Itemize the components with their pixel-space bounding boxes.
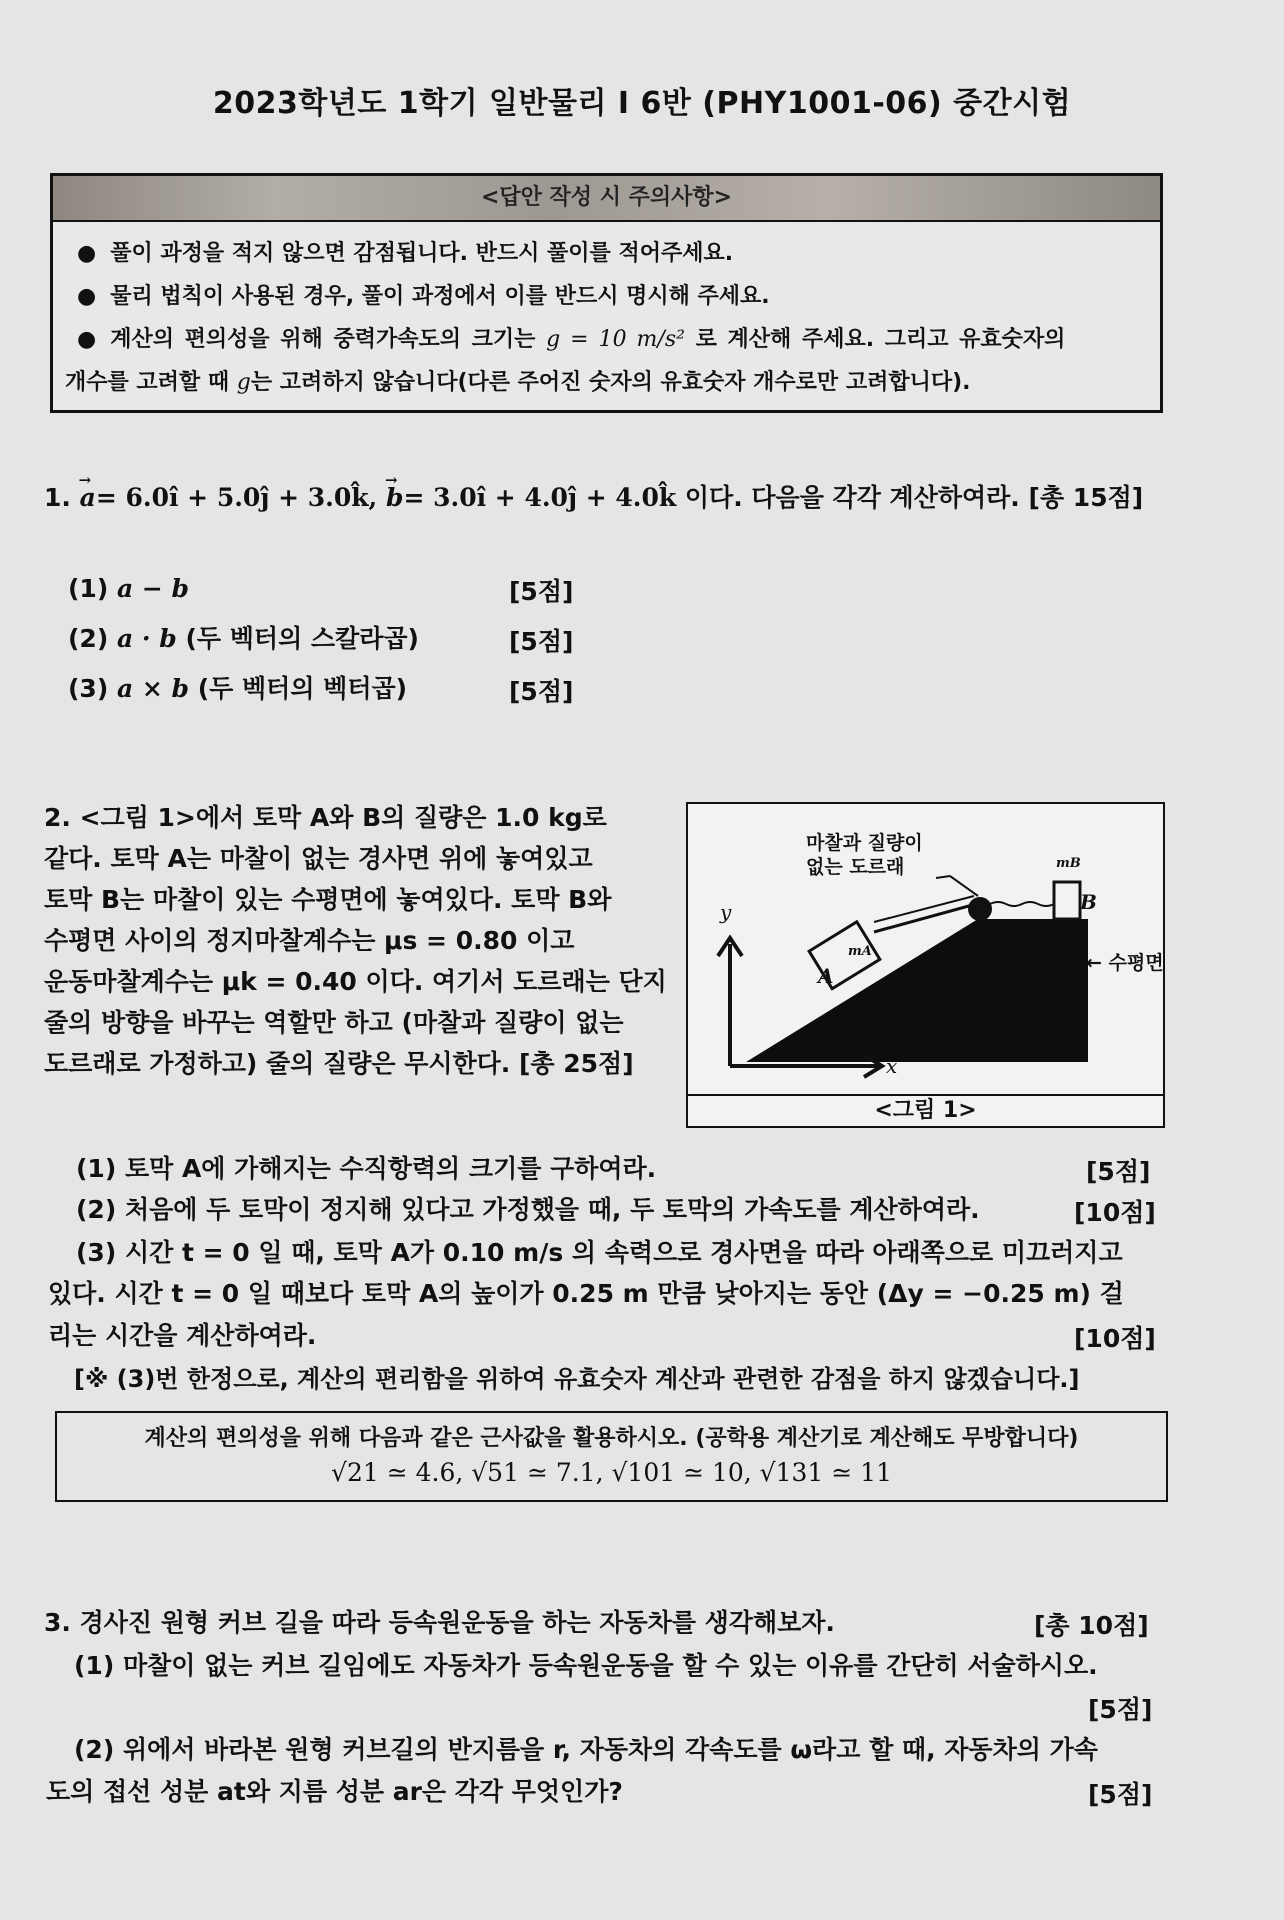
q1-sub1-points: [5점] <box>509 577 574 606</box>
q3-sub2-line2: 도의 접선 성분 at와 지름 성분 ar은 각각 무엇인가? <box>46 1777 623 1806</box>
notice-text-3b: 로 계산해 주세요. 그리고 유효숫자의 <box>695 327 1066 352</box>
notice-text-3a: 계산의 편의성을 위해 중력가속도의 크기는 <box>110 327 536 352</box>
gravity-value: g = 10 m/s² <box>546 327 685 352</box>
q2-sub3-line3: 리는 시간을 계산하여라. <box>48 1321 317 1350</box>
vector-b-components: = 3.0î + 4.0ĵ + 4.0k̂ <box>403 483 677 512</box>
vector-a-components: = 6.0î + 5.0ĵ + 3.0k̂, <box>95 483 378 512</box>
q2-sub3-points: [10점] <box>1074 1324 1156 1353</box>
q2-sub2-points: [10점] <box>1074 1198 1156 1227</box>
q2-sub3-line1: (3) 시간 t = 0 일 때, 토막 A가 0.10 m/s 의 속력으로 경사면을 따라 아래쪽으로 미끄러지고 <box>76 1238 1123 1267</box>
q3-sub1-points: [5점] <box>1088 1695 1153 1724</box>
approximation-box <box>55 1411 1168 1502</box>
approximation-title: 계산의 편의성을 위해 다음과 같은 근사값을 활용하시오. (공학용 계산기로 계산해도 무방합니다) <box>144 1426 1079 1451</box>
q1-number: 1. <box>44 483 71 512</box>
approximation-values: √21 ≃ 4.6, √51 ≃ 7.1, √101 ≃ 10, √131 ≃ 11 <box>331 1458 892 1487</box>
gravity-symbol: g <box>236 370 251 395</box>
q1-sub3-points: [5점] <box>509 677 574 706</box>
q3-sub2-points: [5점] <box>1088 1780 1153 1809</box>
q2-line: 수평면 사이의 정지마찰계수는 μs = 0.80 이고 <box>44 926 575 955</box>
notice-item-1 <box>67 232 1146 275</box>
q1-sub2-label: (2) <box>68 624 109 653</box>
exam-title: 2023학년도 1학기 일반물리 I 6반 (PHY1001-06) 중간시험 <box>212 86 1072 121</box>
notice-text-3c2: 는 고려하지 않습니다(다른 주어진 숫자의 유효숫자 개수로만 고려합니다). <box>250 370 971 395</box>
pulley-leader <box>936 876 950 878</box>
q1-sub1-expr: a − b <box>116 574 190 603</box>
notice-header: <답안 작성 시 주의사항> <box>53 176 1160 222</box>
x-axis-label: x <box>886 1054 898 1078</box>
q1-total-points: [총 15점] <box>1028 483 1144 512</box>
notice-item-3 <box>67 318 1146 361</box>
q1-stem-text: 이다. 다음을 각각 계산하여라. <box>684 483 1020 512</box>
q2-line: 줄의 방향을 바꾸는 역할만 하고 (마찰과 질량이 없는 <box>44 1008 624 1037</box>
notice-item-3-cont <box>65 361 1146 404</box>
pulley-leader-2 <box>950 876 978 896</box>
mass-b-label: mB <box>1056 856 1081 871</box>
q2-sub1-points: [5점] <box>1086 1157 1151 1186</box>
notice-item-2 <box>67 275 1146 318</box>
q1-sub1 <box>68 572 189 606</box>
q1-sub2-expr: a · b <box>116 624 177 653</box>
bullet-icon: ● <box>77 327 97 352</box>
q1-sub1-label: (1) <box>68 574 109 603</box>
q1-sub2 <box>68 622 419 656</box>
figure-caption: <그림 1> <box>688 1094 1163 1126</box>
notice-text-3c1: 개수를 고려할 때 <box>65 370 230 395</box>
y-axis-label: y <box>720 900 732 924</box>
notice-text-1: 풀이 과정을 적지 않으면 감점됩니다. 반드시 풀이를 적어주세요. <box>110 241 734 266</box>
vector-a: → a <box>80 481 96 515</box>
q3-sub2-line1: (2) 위에서 바라본 원형 커브길의 반지름을 r, 자동차의 각속도를 ω라고 할 때, 자동차의 가속 <box>74 1735 1098 1764</box>
q2-note: [※ (3)번 한정으로, 계산의 편리함을 위하여 유효숫자 계산과 관련한 감점을 하지 않겠습니다.] <box>74 1365 1080 1393</box>
pulley-icon <box>968 897 992 921</box>
incline-surface <box>746 919 1088 1062</box>
block-b <box>1054 882 1080 919</box>
q2-sub1: (1) 토막 A에 가해지는 수직항력의 크기를 구하여라. <box>76 1154 657 1183</box>
q1-sub3-note: (두 벡터의 벡터곱) <box>197 674 408 703</box>
q2-stem <box>44 797 667 1084</box>
q2-line: 도르래로 가정하고) 줄의 질량은 무시한다. [총 25점] <box>44 1049 634 1078</box>
q3-stem: 3. 경사진 원형 커브 길을 따라 등속원운동을 하는 자동차를 생각해보자. <box>44 1608 835 1637</box>
vector-b: → b <box>386 481 403 515</box>
figure-1 <box>686 802 1165 1128</box>
q2-sub3-line2: 있다. 시간 t = 0 일 때보다 토막 A의 높이가 0.25 m 만큼 낮아지는 동안 (Δy = −0.25 m) 걸 <box>48 1279 1124 1308</box>
pulley-label <box>806 831 923 879</box>
q3-total-points: [총 10점] <box>1034 1611 1149 1640</box>
q2-line: 같다. 토막 A는 마찰이 없는 경사면 위에 놓여있고 <box>44 844 593 873</box>
pulley-label-line1: 마찰과 질량이 <box>806 832 923 854</box>
q1-sub3 <box>68 672 407 706</box>
pulley-label-line2: 없는 도르래 <box>806 856 905 878</box>
block-a-label: A <box>818 964 834 988</box>
notice-text-2: 물리 법칙이 사용된 경우, 풀이 과정에서 이를 반드시 명시해 주세요. <box>110 284 770 309</box>
q1-stem <box>44 481 1143 515</box>
q2-line: 2. <그림 1>에서 토막 A와 B의 질량은 1.0 kg로 <box>44 803 607 832</box>
q2-sub2: (2) 처음에 두 토막이 정지해 있다고 가정했을 때, 두 토막의 가속도를 계산하여라. <box>76 1195 980 1224</box>
surface-label: ← 수평면 <box>1086 952 1164 974</box>
mass-a-label: mA <box>848 944 872 959</box>
q1-sub2-note: (두 벡터의 스칼라곱) <box>185 624 419 653</box>
q1-sub3-label: (3) <box>68 674 109 703</box>
q1-sub2-points: [5점] <box>509 627 574 656</box>
bullet-icon: ● <box>77 284 97 309</box>
q2-line: 토막 B는 마찰이 있는 수평면에 놓여있다. 토막 B와 <box>44 885 612 914</box>
bullet-icon: ● <box>77 241 97 266</box>
notice-box <box>50 173 1163 413</box>
rope-b <box>990 902 1054 906</box>
block-b-label: B <box>1080 890 1097 914</box>
q2-line: 운동마찰계수는 μk = 0.40 이다. 여기서 도르래는 단지 <box>44 967 667 996</box>
q1-sub3-expr: a × b <box>116 674 190 703</box>
q3-sub1: (1) 마찰이 없는 커브 길임에도 자동차가 등속원운동을 할 수 있는 이유를 간단히 서술하시오. <box>74 1651 1098 1680</box>
